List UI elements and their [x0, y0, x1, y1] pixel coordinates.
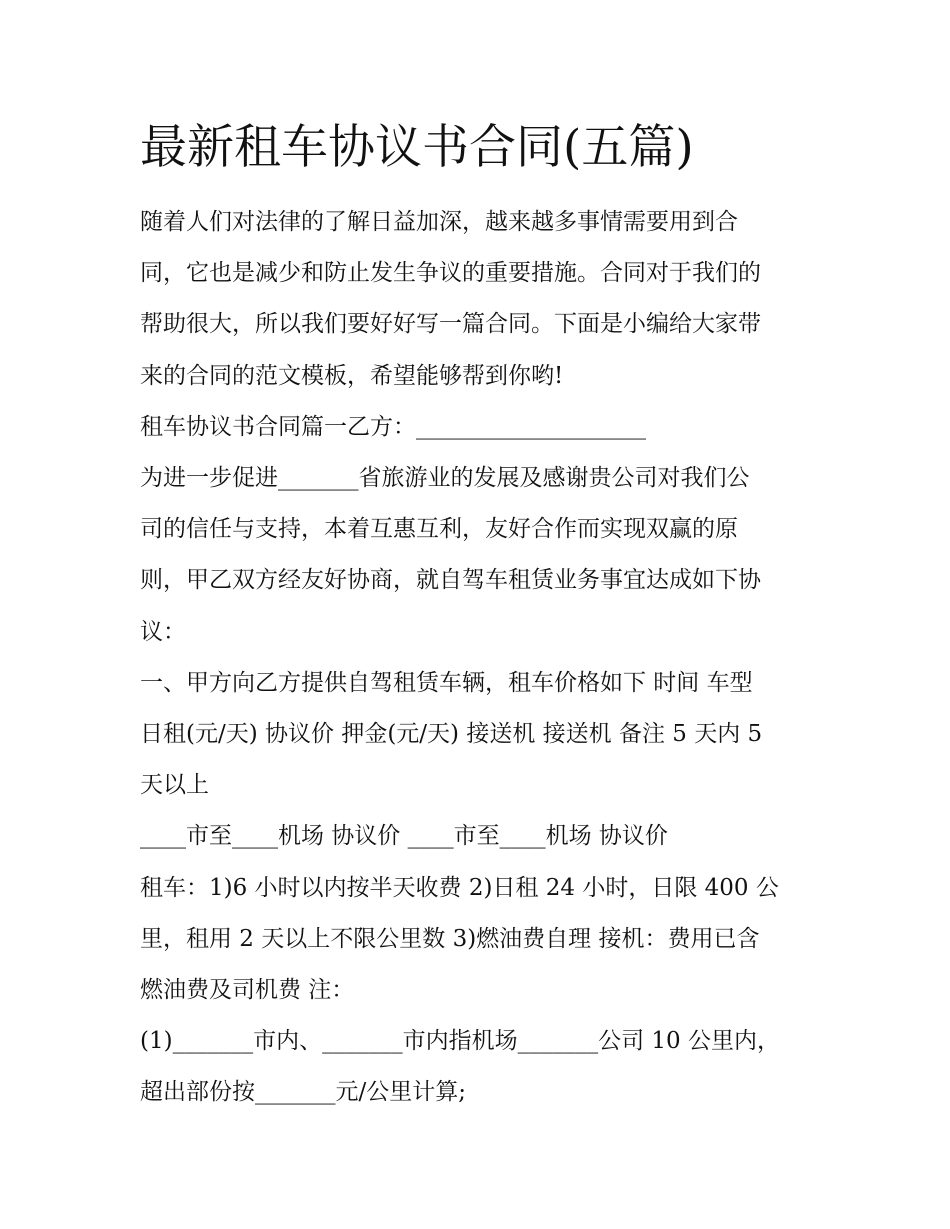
- intro-paragraph: [140, 197, 812, 402]
- preamble-line: 司的信任与支持，本着互惠互利，友好合作而实现双赢的原: [140, 516, 738, 543]
- document-body: [140, 197, 812, 1119]
- rental-terms-paragraph: [140, 863, 812, 1017]
- clause-1-line: 日租(元/天) 协议价 押金(元/天) 接送机 接送机 备注 5 天内 5: [140, 721, 763, 748]
- clause-1-line: 天以上: [140, 772, 209, 799]
- preamble-paragraph: [140, 453, 812, 658]
- rental-terms-line: 里，租用 2 天以上不限公里数 3)燃油费自理 接机：费用已含: [140, 925, 760, 952]
- preamble-line: 为进一步促进_______省旅游业的发展及感谢贵公司对我们公: [140, 465, 750, 492]
- airport-price-line: ____市至____机场 协议价 ____市至____机场 协议价: [140, 823, 668, 850]
- document-title: 最新租车协议书合同(五篇): [140, 120, 694, 175]
- note-1-line: 超出部份按_______元/公里计算;: [140, 1079, 466, 1106]
- intro-line: 随着人们对法律的了解日益加深，越来越多事情需要用到合: [140, 209, 738, 235]
- intro-line: 帮助很大，所以我们要好好写一篇合同。下面是小编给大家带: [140, 311, 761, 338]
- intro-line: 同，它也是减少和防止发生争议的重要措施。合同对于我们的: [140, 260, 761, 287]
- intro-line: 来的合同的范文模板，希望能够帮到你哟!: [140, 362, 564, 389]
- preamble-line: 议：: [140, 618, 186, 645]
- clause-1-line: 一、甲方向乙方提供自驾租赁车辆，租车价格如下 时间 车型: [140, 669, 753, 696]
- party-b-line: 租车协议书合同篇一乙方：____________________: [140, 413, 646, 440]
- note-1-paragraph: [140, 1016, 812, 1118]
- rental-terms-line: 燃油费及司机费 注：: [140, 977, 355, 1004]
- note-1-line: (1)_______市内、_______市内指机场_______公司 10 公里内，: [140, 1028, 780, 1055]
- preamble-line: 则，甲乙双方经友好协商，就自驾车租赁业务事宜达成如下协: [140, 567, 761, 594]
- rental-terms-line: 租车：1)6 小时以内按半天收费 2)日租 24 小时，日限 400 公: [140, 874, 779, 901]
- clause-1-paragraph: [140, 658, 812, 812]
